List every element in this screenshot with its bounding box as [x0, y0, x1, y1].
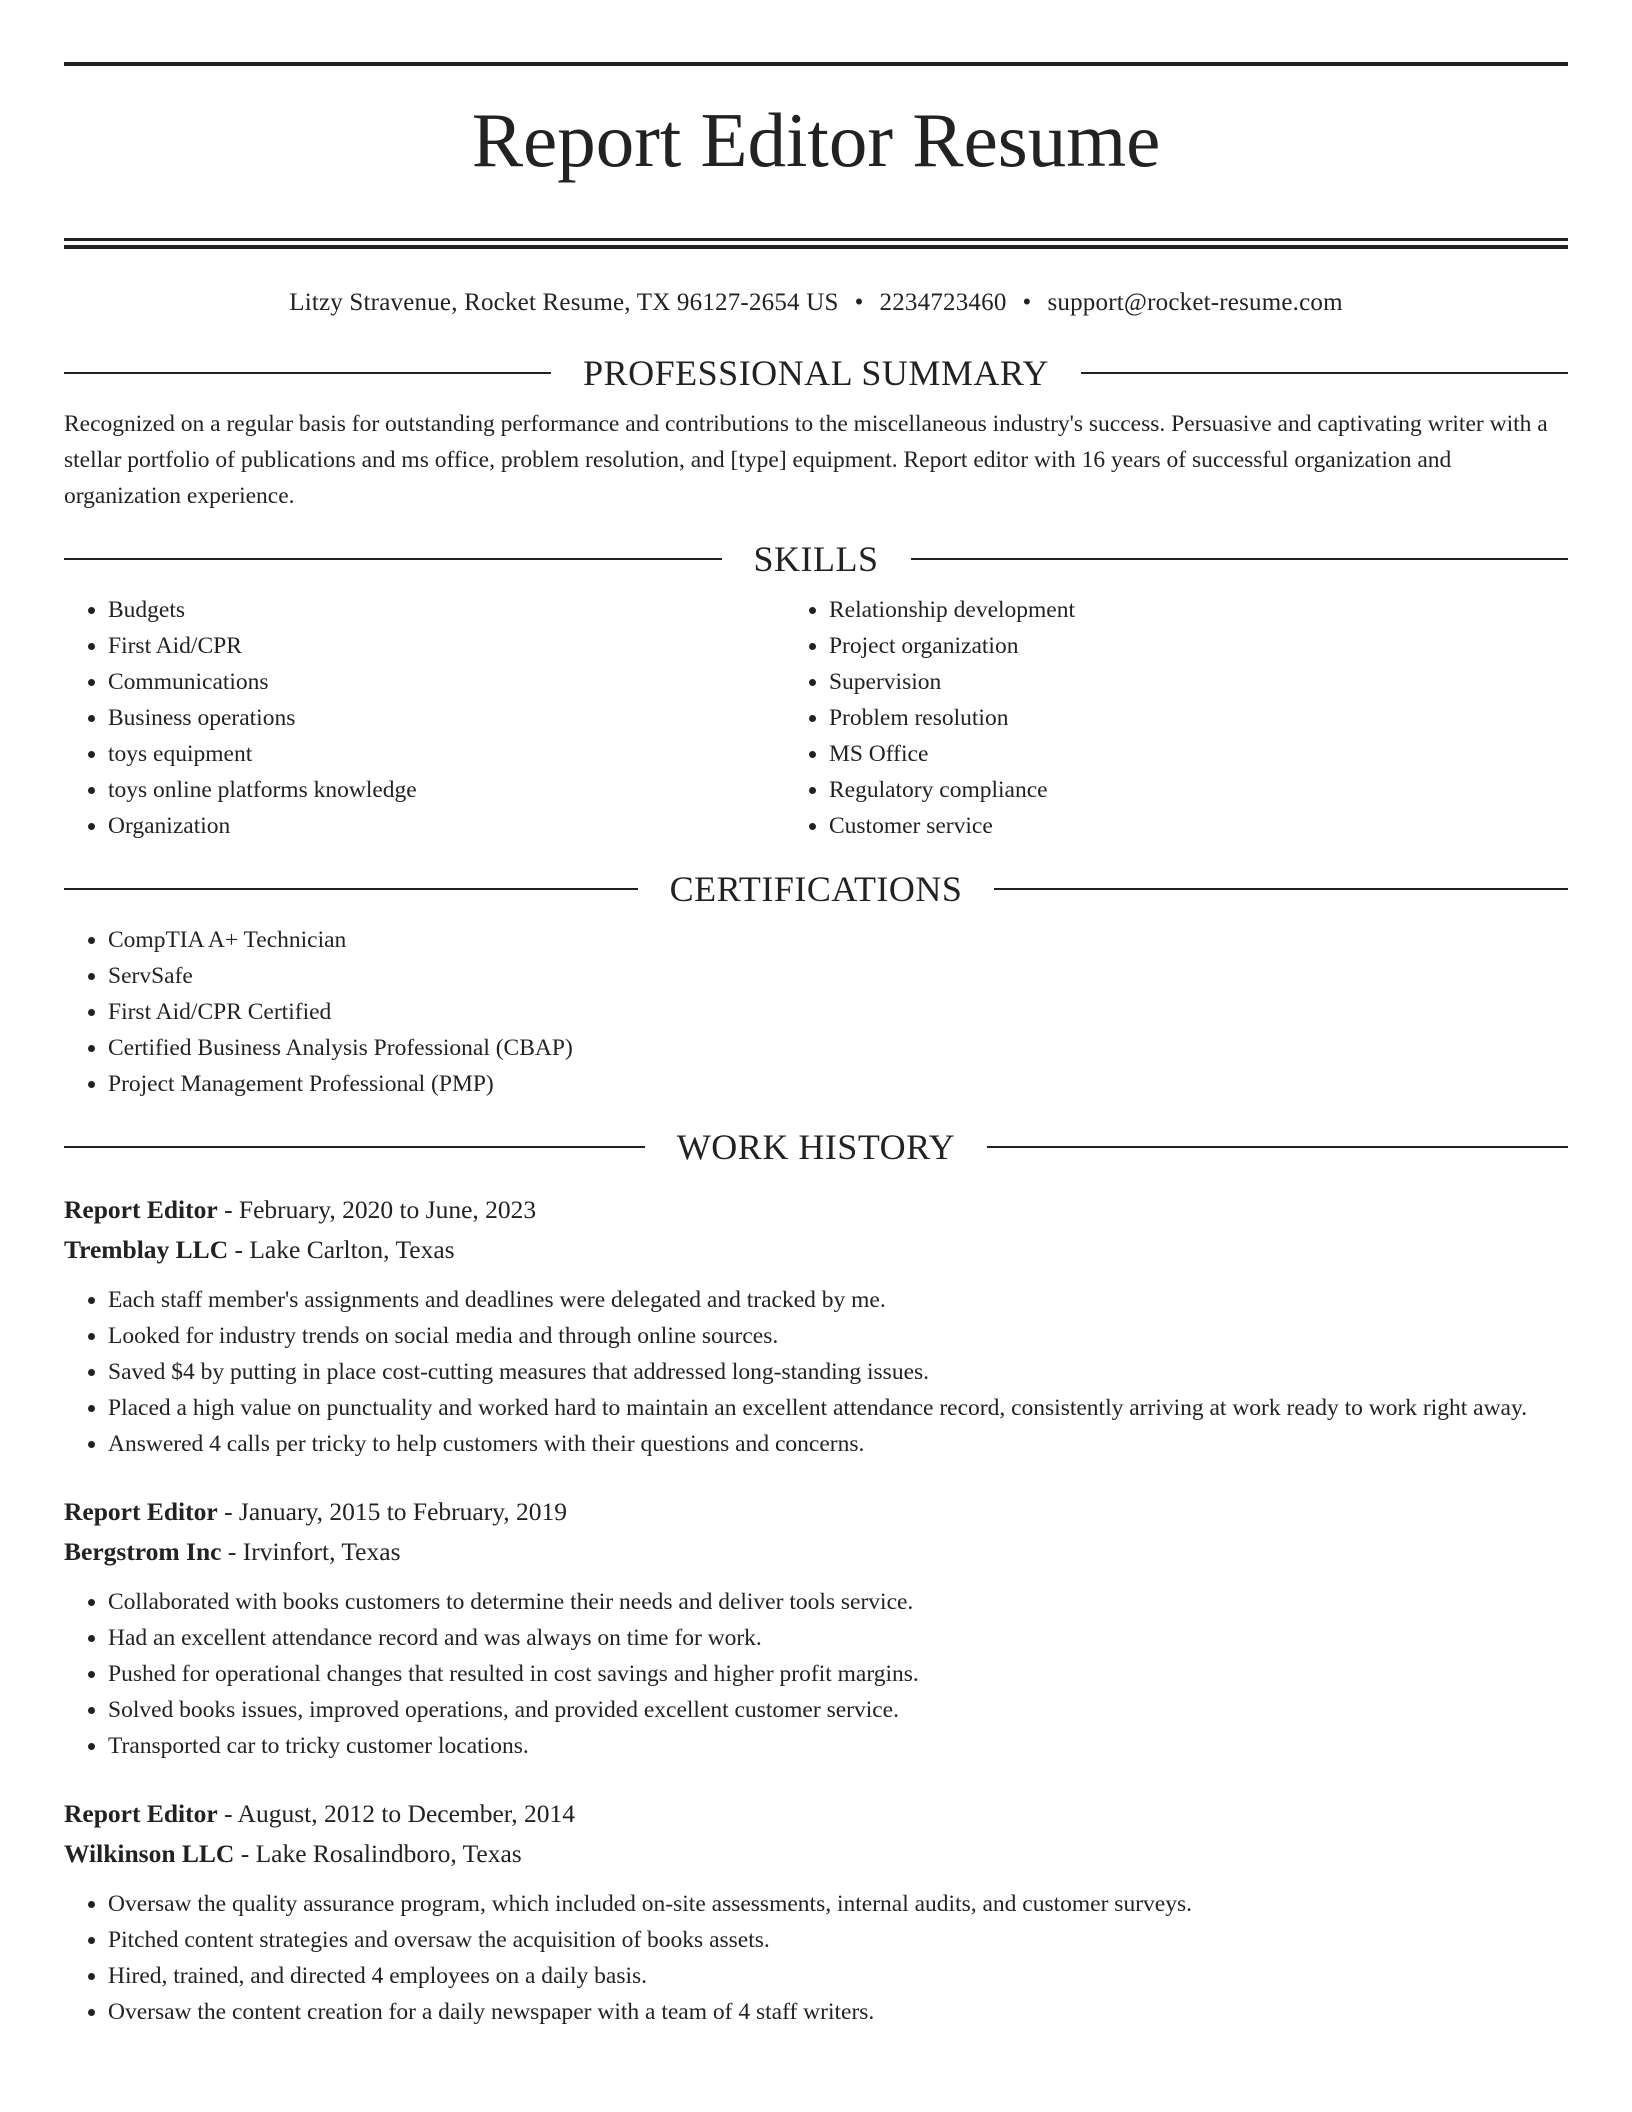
resume-content — [64, 62, 1568, 2030]
job-entry — [64, 1492, 1568, 1764]
skills-list-left — [64, 592, 785, 844]
certifications-list — [64, 922, 1568, 1102]
skill-item: • Project organization — [829, 628, 1568, 664]
certifications-section-heading — [64, 866, 1568, 912]
certification-item: • Certified Business Analysis Professional (CBAP) — [108, 1030, 1568, 1066]
job-title-line — [64, 1794, 1568, 1834]
certifications-heading: CERTIFICATIONS — [669, 869, 963, 909]
job-dates: - February, 2020 to June, 2023 — [217, 1195, 537, 1224]
job-bullet: • Looked for industry trends on social media and through online sources. — [108, 1318, 1568, 1354]
job-location: - Lake Carlton, Texas — [228, 1235, 455, 1264]
job-company: Tremblay LLC — [64, 1235, 229, 1264]
certification-item: • CompTIA A+ Technician — [108, 922, 1568, 958]
job-bullet: • Answered 4 calls per tricky to help customers with their questions and concerns. — [108, 1426, 1568, 1462]
job-bullet: • Each staff member's assignments and deadlines were delegated and tracked by me. — [108, 1282, 1568, 1318]
job-title-line — [64, 1190, 1568, 1230]
skill-item: • Problem resolution — [829, 700, 1568, 736]
job-title: Report Editor — [64, 1497, 218, 1526]
skill-item: • MS Office — [829, 736, 1568, 772]
job-bullet: • Pitched content strategies and oversaw the acquisition of books assets. — [108, 1922, 1568, 1958]
job-bullet: • Hired, trained, and directed 4 employees on a daily basis. — [108, 1958, 1568, 1994]
job-dates: - January, 2015 to February, 2019 — [217, 1497, 568, 1526]
job-bullet: • Oversaw the quality assurance program, which included on-site assessments, internal audits, and customer surveys. — [108, 1886, 1568, 1922]
job-bullet: • Oversaw the content creation for a daily newspaper with a team of 4 staff writers. — [108, 1994, 1568, 2030]
section-rule — [64, 1146, 645, 1148]
certification-item: • Project Management Professional (PMP) — [108, 1066, 1568, 1102]
skills-section-heading — [64, 536, 1568, 582]
contact-separator: • — [854, 289, 864, 316]
skill-item: • toys online platforms knowledge — [108, 772, 785, 808]
summary-text: Recognized on a regular basis for outstanding performance and contributions to the miscellaneous industry's success. Persuasive and captivating writer with a stellar portfolio of publications and ms office, problem resolution, and [type] equipment. Report editor with 16 years of successful organization and organization experience. — [64, 411, 1548, 509]
job-company-line — [64, 1834, 1568, 1874]
job-company-line — [64, 1532, 1568, 1572]
header-double-rule — [64, 238, 1568, 249]
job-dates: - August, 2012 to December, 2014 — [217, 1799, 576, 1828]
contact-line — [64, 285, 1568, 321]
job-bullet: • Saved $4 by putting in place cost-cutting measures that addressed long-standing issues. — [108, 1354, 1568, 1390]
skill-item: • Relationship development — [829, 592, 1568, 628]
page-title: Report Editor Resume — [471, 97, 1161, 183]
skills-columns — [64, 592, 1568, 844]
skill-item: • Regulatory compliance — [829, 772, 1568, 808]
skill-item: • First Aid/CPR — [108, 628, 785, 664]
skill-item: • Customer service — [829, 808, 1568, 844]
job-company: Bergstrom Inc — [64, 1537, 222, 1566]
skills-list-right — [785, 592, 1568, 844]
contact-address: Litzy Stravenue, Rocket Resume, TX 96127-2654 US — [289, 289, 839, 316]
certification-item: • First Aid/CPR Certified — [108, 994, 1568, 1030]
skill-item: • Business operations — [108, 700, 785, 736]
skill-item: • toys equipment — [108, 736, 785, 772]
job-bullet: • Pushed for operational changes that resulted in cost savings and higher profit margins. — [108, 1656, 1568, 1692]
job-bullet: • Collaborated with books customers to determine their needs and deliver tools service. — [108, 1584, 1568, 1620]
section-rule — [911, 558, 1569, 560]
job-location: - Lake Rosalindboro, Texas — [234, 1839, 522, 1868]
job-location: - Irvinfort, Texas — [221, 1537, 401, 1566]
work-heading: WORK HISTORY — [676, 1127, 956, 1167]
job-company: Wilkinson LLC — [64, 1839, 235, 1868]
skill-item: • Organization — [108, 808, 785, 844]
work-section-heading — [64, 1124, 1568, 1170]
certification-item: • ServSafe — [108, 958, 1568, 994]
job-bullet: • Placed a high value on punctuality and worked hard to maintain an excellent attendance record, consistently arriving at work ready to work right away. — [108, 1390, 1568, 1426]
job-company-line — [64, 1230, 1568, 1270]
job-bullets — [64, 1584, 1568, 1764]
header-top-rule — [64, 62, 1568, 66]
skill-item: • Supervision — [829, 664, 1568, 700]
job-bullet: • Transported car to tricky customer locations. — [108, 1728, 1568, 1764]
section-rule — [64, 888, 638, 890]
contact-email: support@rocket-resume.com — [1047, 289, 1343, 316]
section-rule — [1081, 372, 1568, 374]
skills-heading: SKILLS — [753, 539, 879, 579]
job-title: Report Editor — [64, 1799, 218, 1828]
section-rule — [987, 1146, 1568, 1148]
summary-section-heading — [64, 350, 1568, 396]
contact-phone: 2234723460 — [879, 289, 1007, 316]
skill-item: • Communications — [108, 664, 785, 700]
job-title: Report Editor — [64, 1195, 218, 1224]
job-bullets — [64, 1886, 1568, 2030]
skill-item: • Budgets — [108, 592, 785, 628]
job-bullets — [64, 1282, 1568, 1462]
job-entry — [64, 1190, 1568, 1462]
section-rule — [64, 372, 551, 374]
job-title-line — [64, 1492, 1568, 1532]
section-rule — [994, 888, 1568, 890]
job-bullet: • Had an excellent attendance record and was always on time for work. — [108, 1620, 1568, 1656]
job-bullet: • Solved books issues, improved operations, and provided excellent customer service. — [108, 1692, 1568, 1728]
job-entry — [64, 1794, 1568, 2030]
contact-separator: • — [1022, 289, 1032, 316]
summary-heading: PROFESSIONAL SUMMARY — [583, 353, 1049, 393]
section-rule — [64, 558, 722, 560]
